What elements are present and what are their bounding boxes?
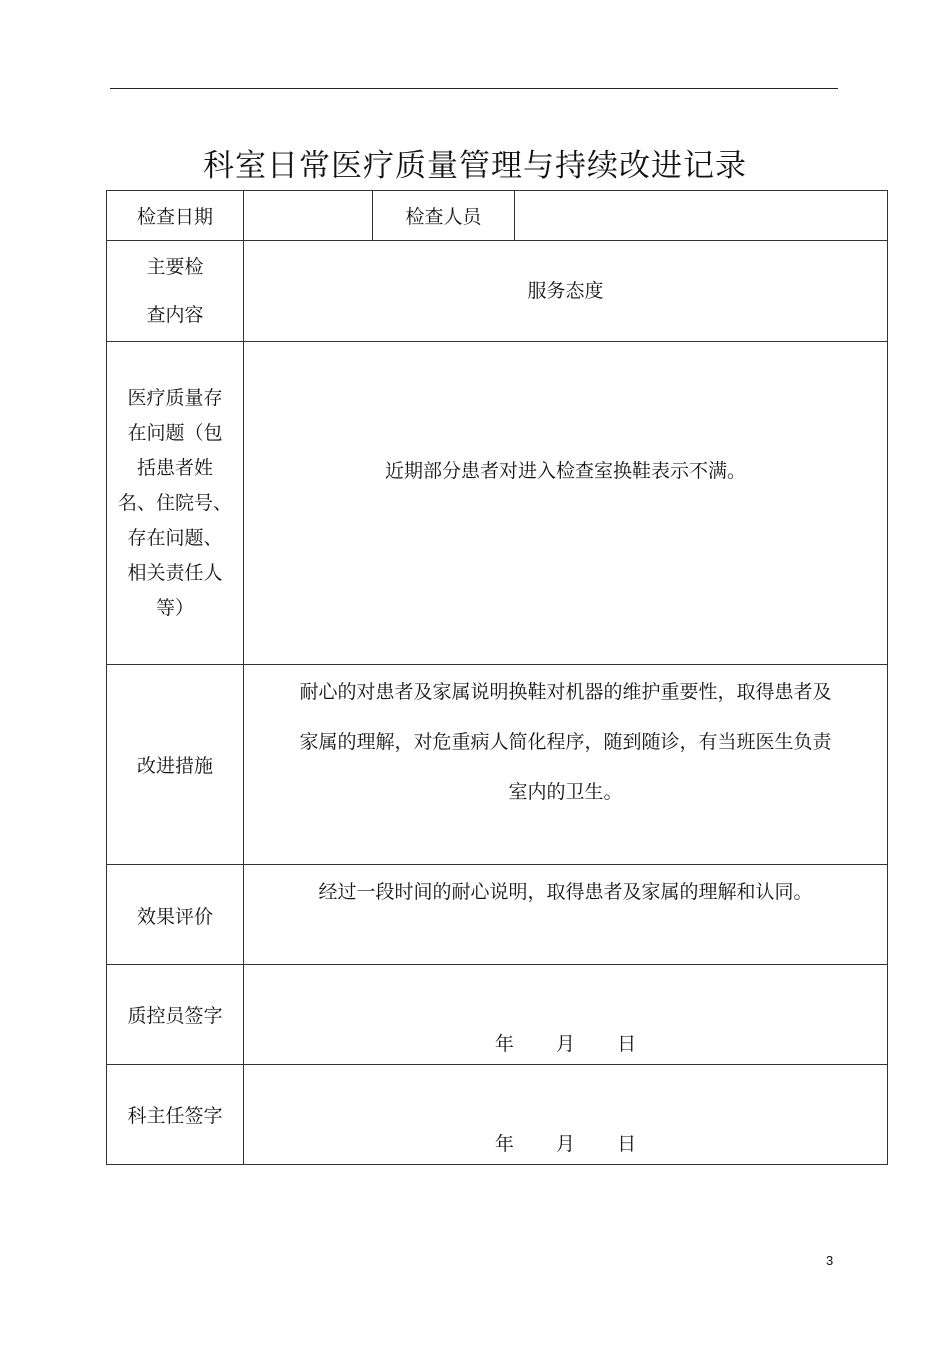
measures-label: 改进措施 [107, 665, 244, 865]
measures-line: 室内的卫生。 [508, 781, 623, 803]
inspector-label: 检查人员 [373, 191, 515, 241]
measures-line: 耐心的对患者及家属说明换鞋对机器的维护重要性，取得患者及 [299, 681, 832, 703]
document-title: 科室日常医疗质量管理与持续改进记录 [203, 148, 747, 184]
problems-label-line: 存在问题、 [127, 526, 223, 549]
effect-label: 效果评价 [107, 865, 244, 965]
inspector-value[interactable] [515, 191, 888, 241]
problems-label-line: 等） [155, 596, 194, 619]
row-main-content [107, 241, 888, 342]
check-date-value[interactable] [244, 191, 373, 241]
problems-label-line: 医疗质量存 [127, 386, 223, 409]
row-check-info [107, 191, 888, 241]
problems-label-line: 括患者姓 [136, 456, 213, 479]
row-effect [107, 865, 888, 965]
check-date-label: 检查日期 [107, 191, 244, 241]
problems-label-line: 名、住院号、 [117, 491, 232, 514]
main-content-value[interactable]: 服务态度 [244, 241, 888, 342]
date-day: 日 [617, 1133, 637, 1155]
qc-signature-field[interactable] [244, 965, 888, 1065]
date-year: 年 [494, 1033, 514, 1055]
measures-line: 家属的理解，对危重病人简化程序，随到随诊，有当班医生负责 [299, 731, 832, 753]
problems-label-line: 相关责任人 [127, 561, 223, 584]
row-measures [107, 665, 888, 865]
header-rule [110, 88, 838, 89]
measures-value[interactable] [244, 665, 888, 865]
row-director-signature [107, 1065, 888, 1165]
row-qc-signature [107, 965, 888, 1065]
director-signature-field[interactable] [244, 1065, 888, 1165]
date-month: 月 [555, 1033, 575, 1055]
date-day: 日 [617, 1033, 637, 1055]
qc-signature-label: 质控员签字 [107, 965, 244, 1065]
date-month: 月 [555, 1133, 575, 1155]
effect-value[interactable]: 经过一段时间的耐心说明，取得患者及家属的理解和认同。 [244, 865, 888, 965]
row-problems [107, 342, 888, 665]
date-year: 年 [494, 1133, 514, 1155]
problems-value[interactable]: 近期部分患者对进入检查室换鞋表示不满。 [244, 342, 888, 665]
main-content-label [107, 241, 244, 342]
problems-label [107, 342, 244, 665]
director-signature-label: 科主任签字 [107, 1065, 244, 1165]
main-content-label-line: 查内容 [146, 304, 204, 326]
main-content-label-line: 主要检 [146, 256, 204, 278]
page-number: 3 [826, 1253, 834, 1268]
quality-record-table [106, 190, 888, 1165]
problems-label-line: 在问题（包 [127, 421, 223, 444]
